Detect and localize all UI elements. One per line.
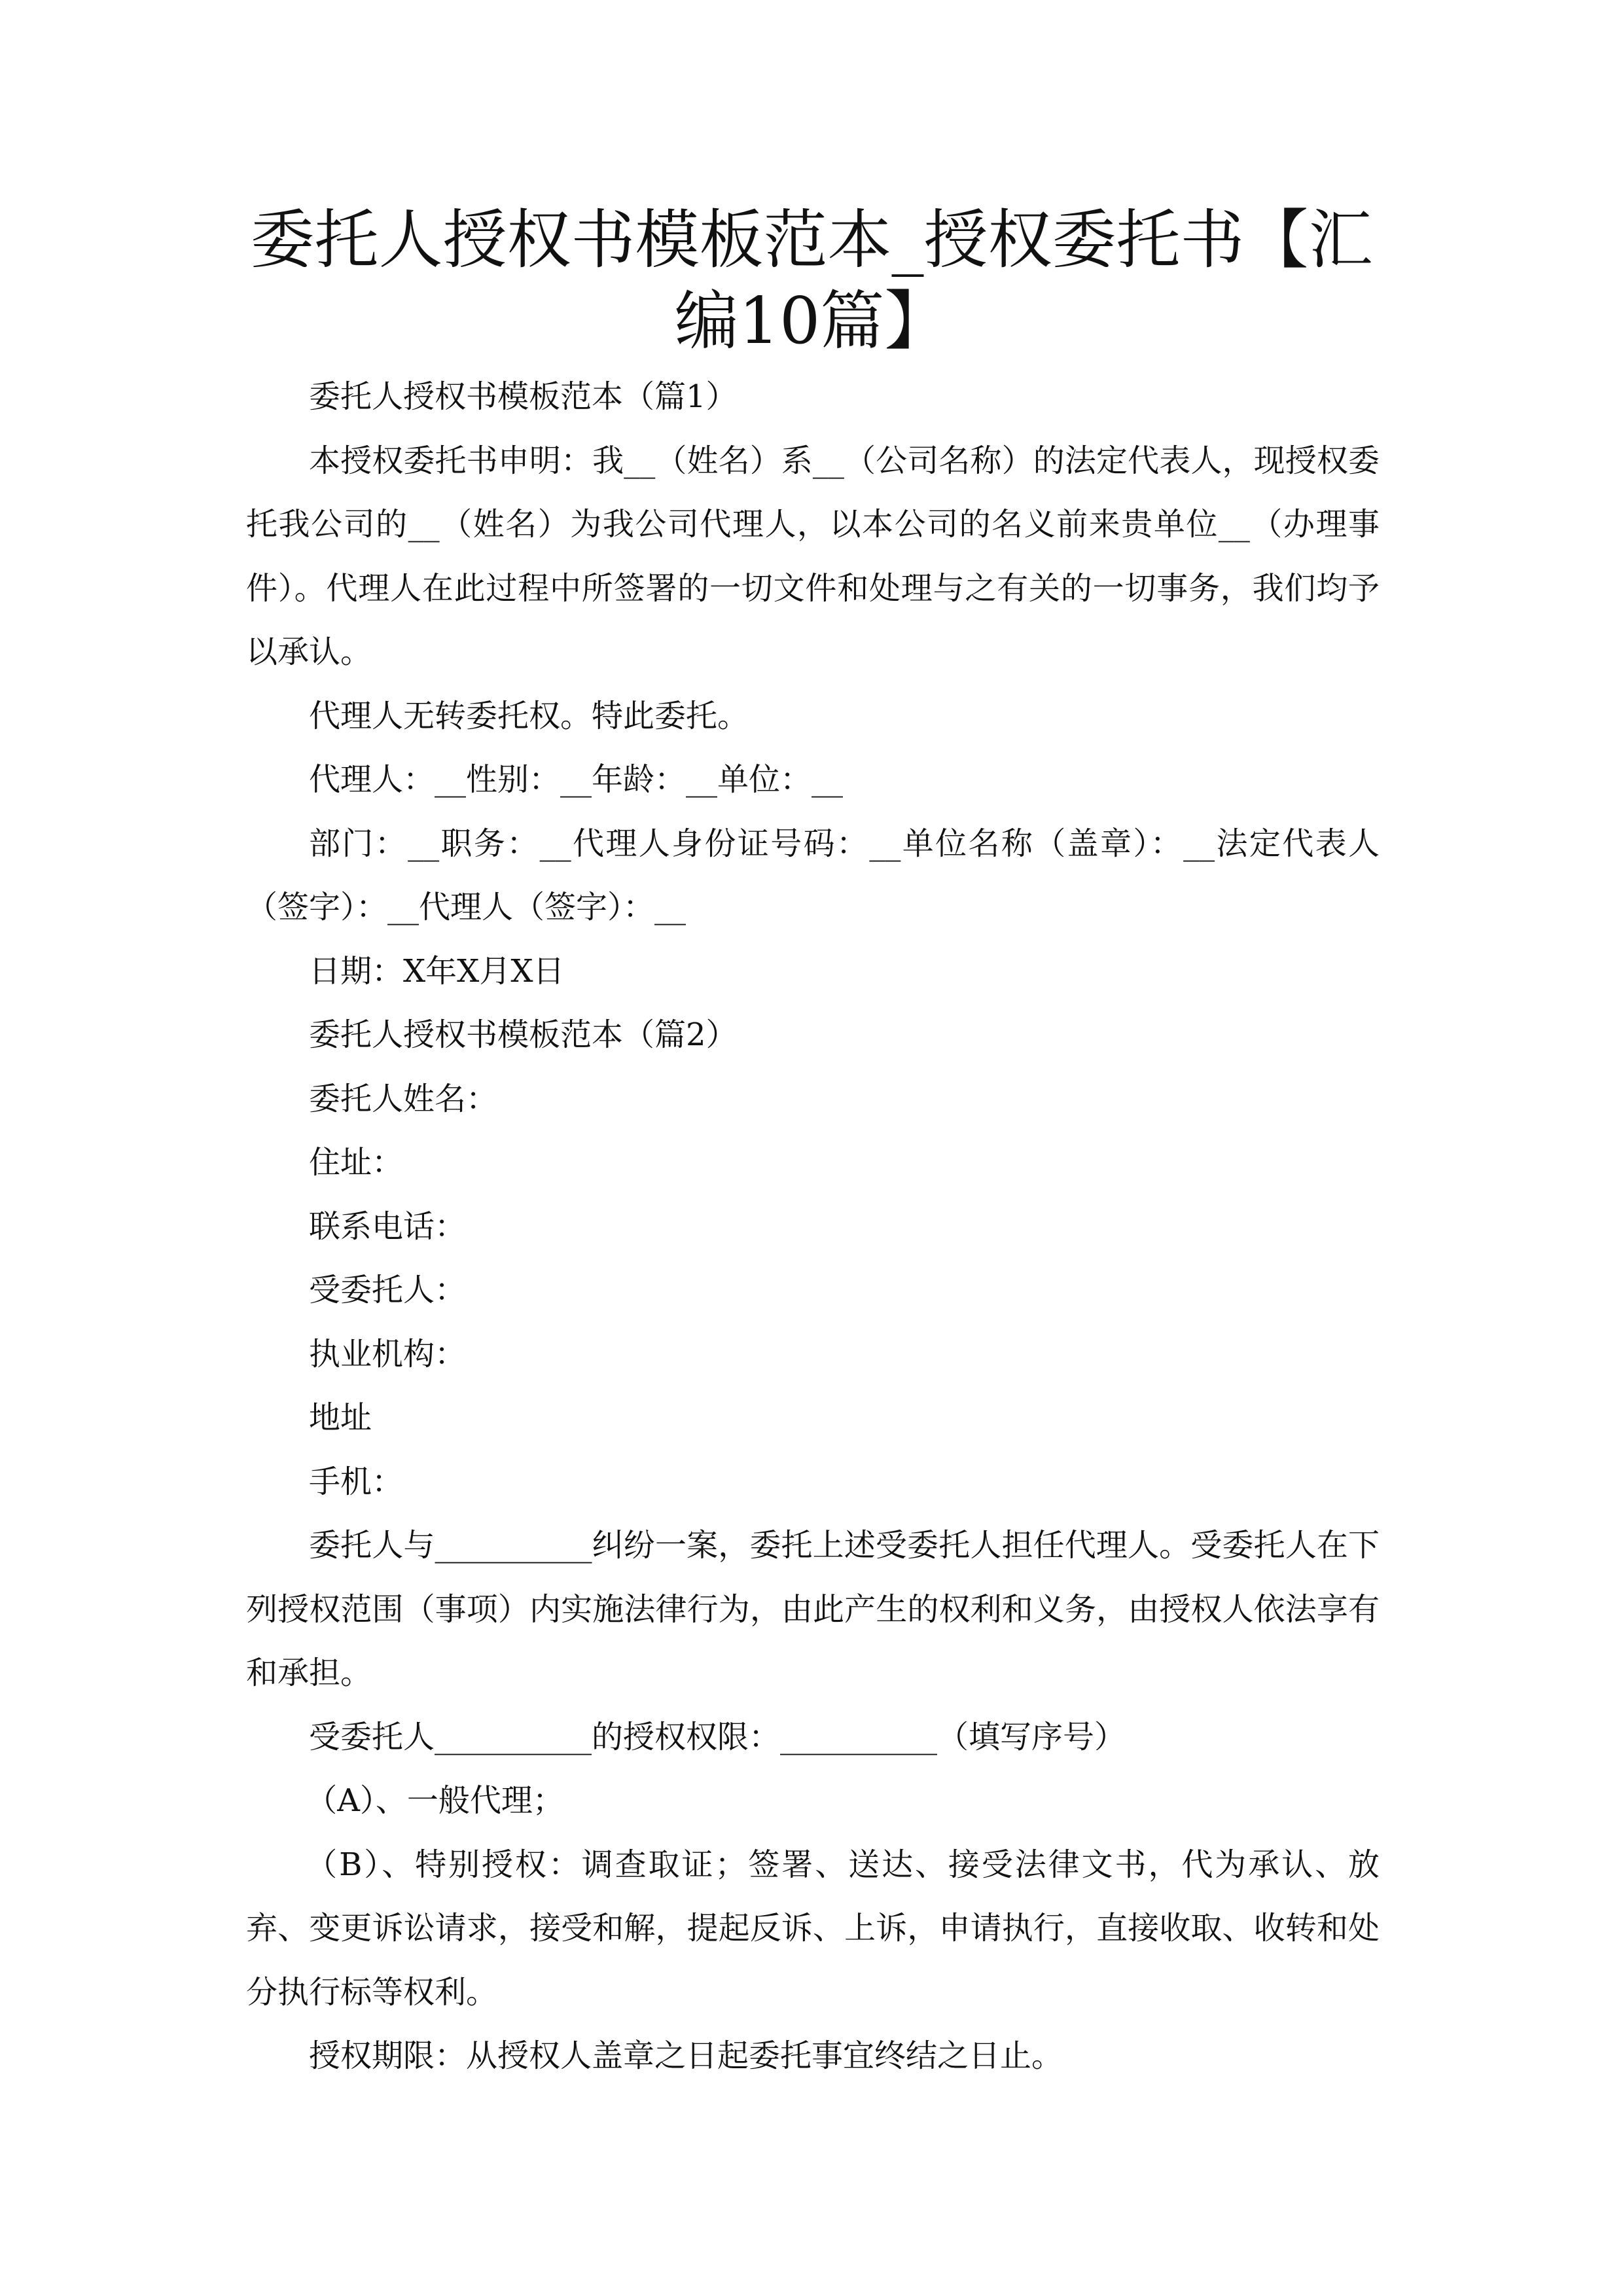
field-label: 住址： [309, 1144, 404, 1181]
field-label: 受委托人： [309, 1272, 467, 1308]
field-label: 联系电话： [309, 1208, 467, 1245]
field-label: 执业机构： [309, 1335, 467, 1372]
paragraph: 委托人与__________纠纷一案，委托上述受委托人担任代理人。受委托人在下列授权范围（事项）内实施法律行为，由此产生的权利和义务，由授权人依法享有和承担。 [246, 1527, 1380, 1691]
paragraph: 代理人：__性别：__年龄：__单位：__ [309, 761, 844, 798]
paragraph: 代理人无转委托权。特此委托。 [309, 697, 749, 734]
paragraph: 本授权委托书申明：我__（姓名）系__（公司名称）的法定代表人，现授权委托我公司的__（姓名）为我公司代理人，以本公司的名义前来贵单位__（办理事件）。代理人在此过程中所签署的一切文件和处理与之有关的一切事务，我们均予以承认。 [246, 442, 1380, 670]
field-label: 委托人姓名： [309, 1080, 498, 1117]
document-title: 委托人授权书模板范本_授权委托书【汇编10篇】 [250, 203, 1373, 359]
option-a: （A）、一般代理； [306, 1782, 564, 1819]
date-line: 日期：X年X月X日 [309, 952, 565, 990]
section-heading-1: 委托人授权书模板范本（篇1） [309, 378, 738, 415]
section-heading-2: 委托人授权书模板范本（篇2） [309, 1016, 738, 1053]
field-label: 地址 [309, 1399, 372, 1436]
paragraph: 部门：__职务：__代理人身份证号码：__单位名称（盖章）：__法定代表人（签字）：__代理人（签字）：__ [246, 825, 1380, 925]
paragraph: 授权期限：从授权人盖章之日起委托事宜终结之日止。 [309, 2037, 1063, 2074]
document-body [246, 365, 1380, 2089]
option-b: （B）、特别授权：调查取证；签署、送达、接受法律文书，代为承认、放弃、变更诉讼请求，接受和解，提起反诉、上诉，申请执行，直接收取、收转和处分执行标等权利。 [246, 1846, 1380, 2011]
field-label: 手机： [309, 1463, 404, 1500]
paragraph: 受委托人__________的授权权限：__________（填写序号） [309, 1718, 1126, 1755]
